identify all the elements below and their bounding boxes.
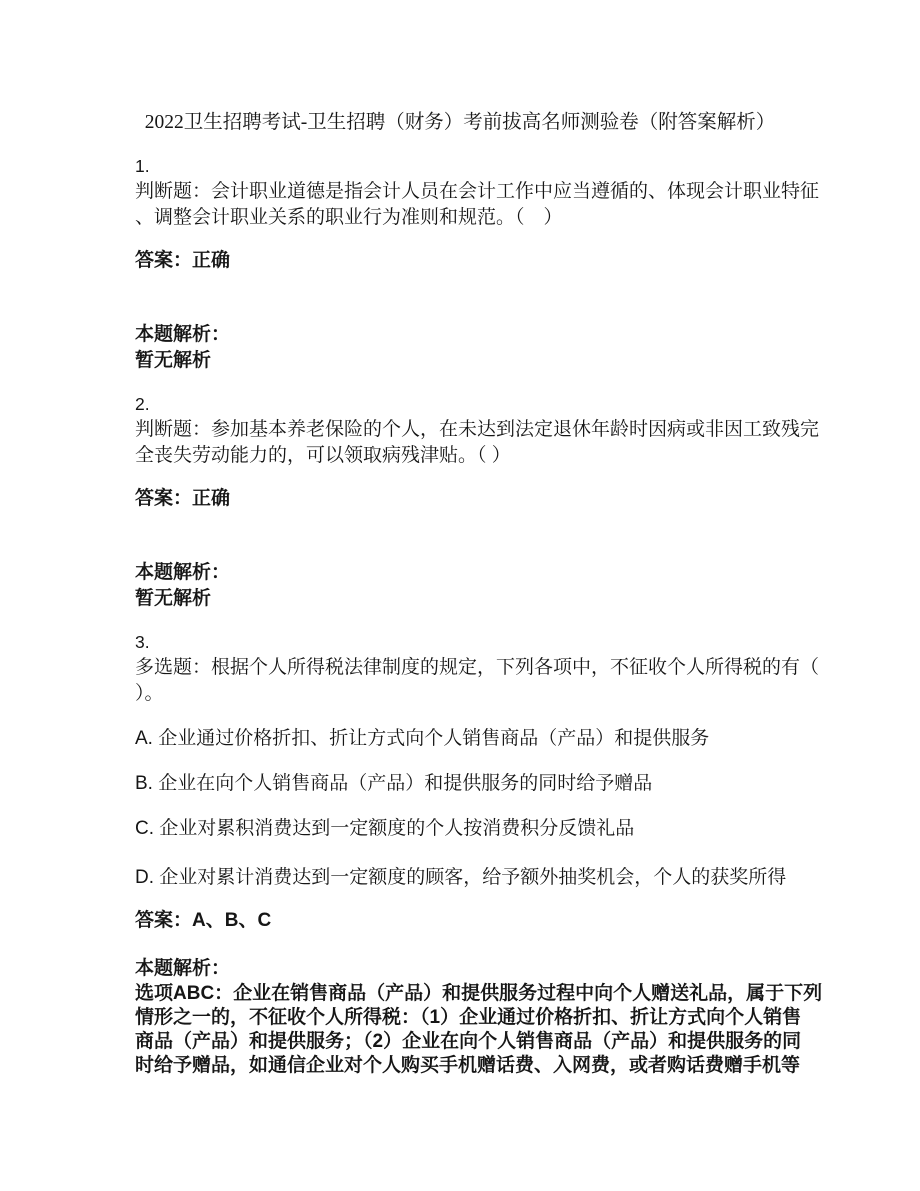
question-stem-line: 、调整会计职业关系的职业行为准则和规范。（ ） [135,207,563,228]
answer-line: 答案：A、B、C [135,910,272,931]
analysis-line: 暂无解析 [135,588,212,609]
question-2 [135,391,920,612]
page-title: 2022卫生招聘考试-卫生招聘（财务）考前拔高名师测验卷（附答案解析） [144,112,776,133]
answer-line: 答案：正确 [135,250,231,271]
option-a: A. 企业通过价格折扣、折让方式向个人销售商品（产品）和提供服务 [135,728,710,749]
analysis-line: 时给予赠品，如通信企业对个人购买手机赠话费、入网费，或者购话费赠手机等 [135,1055,801,1076]
analysis-line: 暂无解析 [135,350,212,371]
question-stem-line: ）。 [135,683,164,704]
question-3 [135,629,920,1078]
option-d: D. 企业对累计消费达到一定额度的顾客，给予额外抽奖机会，个人的获奖所得 [135,867,787,888]
analysis-label: 本题解析： [135,324,231,345]
question-stem-line: 全丧失劳动能力的，可以领取病残津贴。（ ） [135,445,511,466]
question-stem-line: 判断题：会计职业道德是指会计人员在会计工作中应当遵循的、体现会计职业特征 [135,181,820,202]
question-number: 1. [135,156,150,176]
analysis-line: 选项ABC：企业在销售商品（产品）和提供服务过程中向个人赠送礼品，属于下列 [135,983,823,1004]
question-stem-line: 判断题：参加基本养老保险的个人，在未达到法定退休年龄时因病或非因工致残完 [135,419,820,440]
analysis-label: 本题解析： [135,958,231,979]
question-number: 2. [135,394,150,414]
question-stem-line: 多选题：根据个人所得税法律制度的规定，下列各项中，不征收个人所得税的有（ [135,657,820,678]
analysis-line: 商品（产品）和提供服务；（2）企业在向个人销售商品（产品）和提供服务的同 [135,1031,802,1052]
option-b: B. 企业在向个人销售商品（产品）和提供服务的同时给予赠品 [135,773,653,794]
option-c: C. 企业对累积消费达到一定额度的个人按消费积分反馈礼品 [135,818,635,839]
analysis-label: 本题解析： [135,562,231,583]
answer-line: 答案：正确 [135,488,231,509]
question-number: 3. [135,632,150,652]
question-1 [135,153,920,374]
analysis-line: 情形之一的，不征收个人所得税：（1）企业通过价格折扣、折让方式向个人销售 [135,1007,802,1028]
